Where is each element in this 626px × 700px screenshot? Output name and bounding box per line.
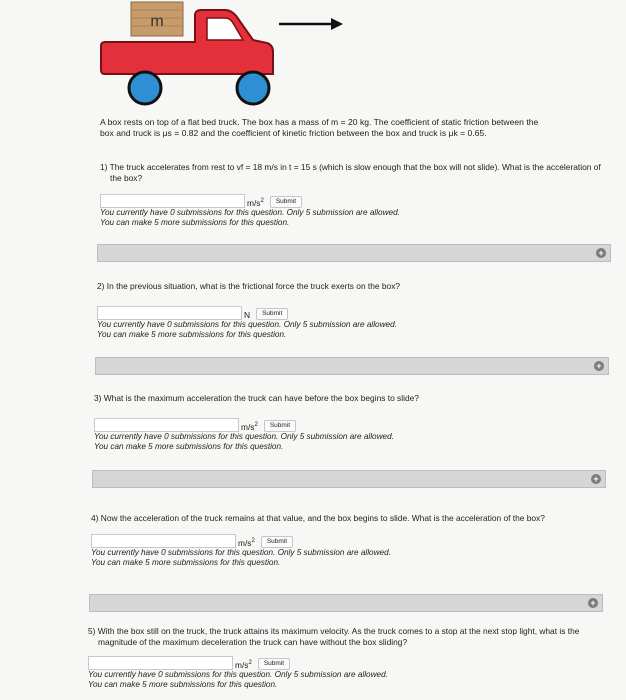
unit-label: $m/s^2$ (238, 538, 255, 548)
front-wheel (237, 72, 269, 104)
submit-button-5[interactable]: Submit (258, 658, 290, 670)
feedback-bar-3[interactable] (92, 470, 606, 488)
plus-circle-icon[interactable]: + (596, 248, 606, 258)
submit-button-4[interactable]: Submit (261, 536, 293, 548)
answer-input-5[interactable] (88, 656, 233, 670)
feedback-bar-4[interactable] (89, 594, 603, 612)
box-label: m (150, 13, 164, 30)
unit-label: $m/s^2$ (247, 198, 264, 208)
remaining-note: You can make 5 more submissions for this question. (91, 558, 281, 567)
remaining-note: You can make 5 more submissions for this question. (100, 218, 290, 227)
feedback-bar-2[interactable] (95, 357, 609, 375)
question-5 (88, 626, 598, 690)
answer-input-1[interactable] (100, 194, 245, 208)
plus-circle-icon[interactable]: + (591, 474, 601, 484)
rear-wheel (129, 72, 161, 104)
submission-note: You currently have 0 submissions for this question. Only 5 submission are allowed. (88, 670, 388, 679)
question-4 (91, 513, 601, 568)
question-text: 5) With the box still on the truck, the truck attains its maximum velocity. As the truck comes to a stop at the next stop light, what is the magnitude of the maximum deceleration the truck can have without the box sliding? (88, 626, 580, 647)
submission-note: You currently have 0 submissions for this question. Only 5 submission are allowed. (97, 320, 397, 329)
answer-input-4[interactable] (91, 534, 236, 548)
remaining-note: You can make 5 more submissions for this question. (97, 330, 287, 339)
question-text: 3) What is the maximum acceleration the truck can have before the box begins to slide? (94, 393, 419, 403)
truck-body (101, 10, 273, 74)
question-2 (97, 281, 607, 340)
unit-label: $m/s^2$ (235, 660, 252, 670)
truck-figure (95, 0, 355, 110)
unit-label: N (244, 310, 251, 320)
submission-note: You currently have 0 submissions for this question. Only 5 submission are allowed. (91, 548, 391, 557)
answer-input-3[interactable] (94, 418, 239, 432)
question-3 (94, 393, 604, 452)
question-text: 4) Now the acceleration of the truck remains at that value, and the box begins to slide. What is the acceleration of the box? (91, 513, 545, 523)
question-1 (100, 162, 610, 228)
plus-circle-icon[interactable]: + (594, 361, 604, 371)
question-text: 1) The truck accelerates from rest to vf = 18 m/s in t = 15 s (which is slow enough that the box will not slide). What is the acceleration of the box? (100, 162, 601, 183)
remaining-note: You can make 5 more submissions for this question. (88, 680, 278, 689)
answer-input-2[interactable] (97, 306, 242, 320)
submit-button-2[interactable]: Submit (256, 308, 288, 320)
submission-note: You currently have 0 submissions for this question. Only 5 submission are allowed. (94, 432, 394, 441)
unit-label: $m/s^2$ (241, 422, 258, 432)
submit-button-3[interactable]: Submit (264, 420, 296, 432)
problem-intro: A box rests on top of a flat bed truck. The box has a mass of m = 20 kg. The coefficient of static friction between the box and truck is μs = 0.82 and the coefficient of kinetic friction between the box and truck is μk = 0.65. (100, 117, 539, 138)
submission-note: You currently have 0 submissions for this question. Only 5 submission are allowed. (100, 208, 400, 217)
remaining-note: You can make 5 more submissions for this question. (94, 442, 284, 451)
plus-circle-icon[interactable]: + (588, 598, 598, 608)
feedback-bar-1[interactable] (97, 244, 611, 262)
submit-button-1[interactable]: Submit (270, 196, 302, 208)
question-text: 2) In the previous situation, what is the frictional force the truck exerts on the box? (97, 281, 401, 291)
right-arrow-icon (279, 18, 343, 30)
